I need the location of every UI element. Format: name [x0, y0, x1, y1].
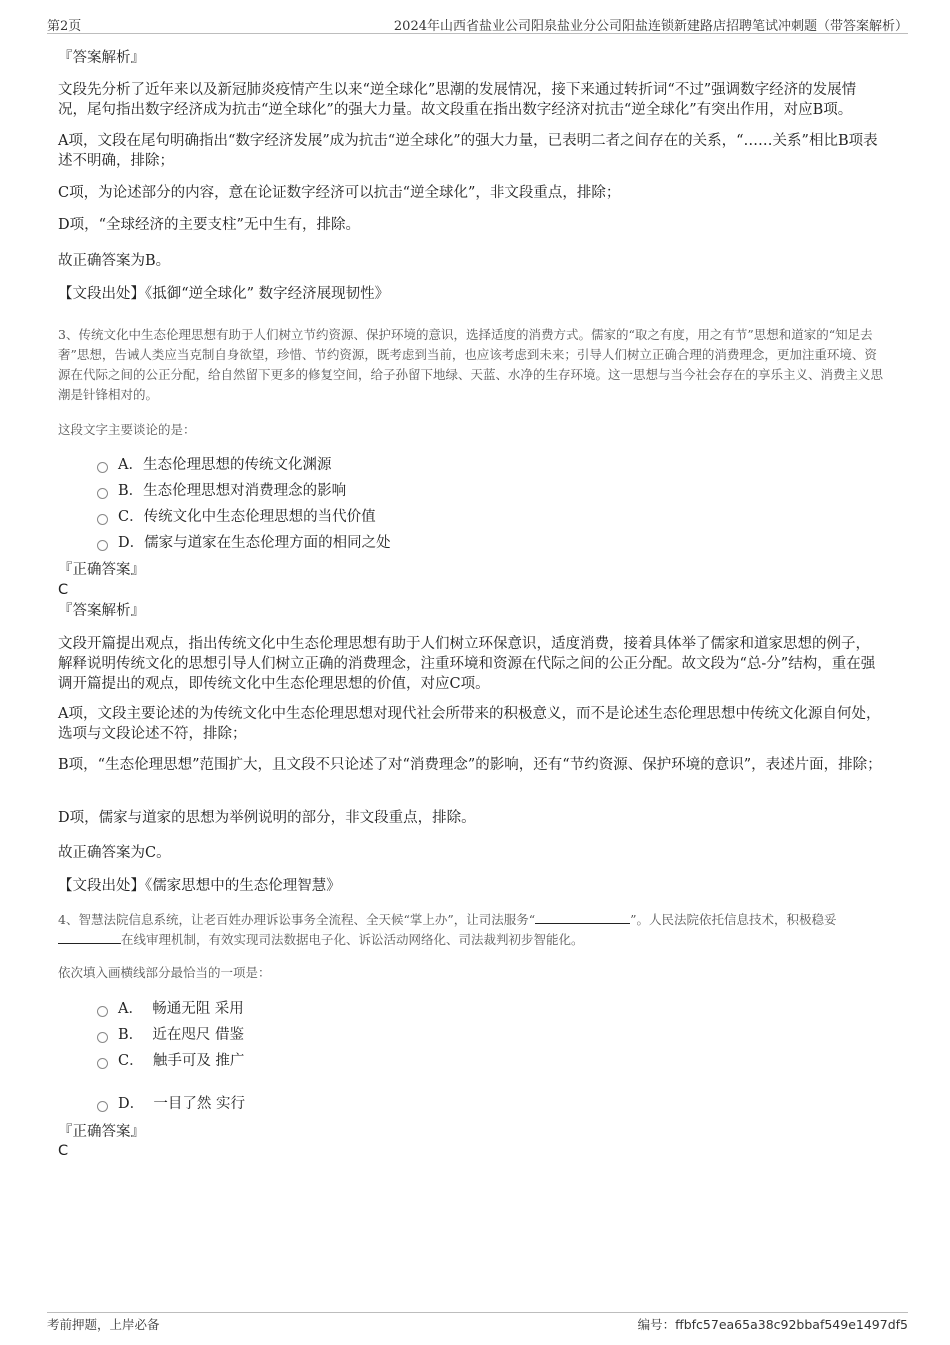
q3-analysis-para3: B项，“生态伦理思想”范围扩大，且文段不只论述了对“消费理念”的影响，还有“节约资源、保护环境的意识”，表述片面，排除；: [58, 757, 882, 773]
q3-conclusion: 故正确答案为C。: [58, 845, 171, 861]
q3-stem: 3、传统文化中生态伦理思想有助于人们树立节约资源、保护环境的意识，选择适度的消费方式。儒家的“取之有度，用之有节”思想和道家的“知足去奢”思想，告诫人类应当克制自身欲望，珍惜、节约资源，既考虑到当前，也应该考虑到未来；引导人们树立正确合理的消费理念，更加注重环境、资源在代际之间的公正分配，给自然留下更多的修复空间，给子孙留下地绿、天蓝、水净的生存环境。这一思想与当今社会存在的享乐主义、消费主义思潮是针锋相对的。: [58, 327, 884, 402]
option-letter: C．: [118, 1053, 144, 1069]
option-text: 畅通无阻 采用: [152, 1001, 244, 1017]
radio-icon[interactable]: [97, 488, 108, 499]
option-letter: D．: [118, 1096, 145, 1112]
q3-answer: C: [58, 582, 69, 598]
q3-analysis-para4: D项，儒家与道家的思想为举例说明的部分，非文段重点，排除。: [58, 810, 476, 826]
q4-answer: C: [58, 1143, 69, 1159]
q4-option-d[interactable]: [97, 1094, 245, 1114]
option-letter: D．: [118, 535, 145, 551]
option-letter: A．: [118, 457, 143, 473]
radio-icon[interactable]: [97, 1006, 108, 1017]
q4-prompt: 依次填入画横线部分最恰当的一项是：: [58, 965, 271, 980]
fill-blank-2: [58, 931, 121, 944]
option-text: 传统文化中生态伦理思想的当代价值: [143, 509, 376, 525]
option-text: 触手可及 推广: [152, 1053, 245, 1069]
q2-analysis-para3: C项，为论述部分的内容，意在论证数字经济可以抗击“逆全球化”，非文段重点，排除；: [58, 185, 621, 201]
q3-analysis-label: 『答案解析』: [58, 603, 145, 619]
q3-option-a[interactable]: [97, 455, 331, 475]
q2-analysis-para4: D项，“全球经济的主要支柱”无中生有，排除。: [58, 217, 360, 233]
document-title: 2024年山西省盐业公司阳泉盐业分公司阳盐连锁新建路店招聘笔试冲刺题（带答案解析）: [393, 19, 908, 34]
q3-analysis-para2: A项，文段主要论述的为传统文化中生态伦理思想对现代社会所带来的积极意义，而不是论述生态伦理思想中传统文化源自何处，选项与文段论述不符，排除；: [58, 706, 881, 742]
q3-option-d[interactable]: [97, 533, 391, 553]
page-number: 第2页: [47, 19, 82, 34]
q4-stem-part2: ”。人民法院依托信息技术，积极稳妥: [630, 912, 837, 927]
q4-answer-label: 『正确答案』: [58, 1124, 145, 1140]
footer-divider: [47, 1312, 908, 1313]
q2-analysis-para2: A项，文段在尾句明确指出“数字经济发展”成为抗击“逆全球化”的强大力量，已表明二者之间存在的关系，“……关系”相比B项表述不明确，排除；: [58, 133, 878, 169]
option-letter: B．: [118, 483, 144, 499]
option-text: 儒家与道家在生态伦理方面的相同之处: [144, 535, 391, 551]
option-letter: C．: [118, 509, 144, 525]
q4-option-b[interactable]: [97, 1025, 244, 1045]
q3-option-c[interactable]: [97, 507, 376, 527]
q2-conclusion: 故正确答案为B。: [58, 253, 171, 269]
fill-blank-1: [535, 911, 630, 924]
q3-prompt: 这段文字主要谈论的是：: [58, 422, 196, 437]
q3-source: 【文段出处】《儒家思想中的生态伦理智慧》: [58, 878, 341, 894]
option-text: 生态伦理思想对消费理念的影响: [143, 483, 347, 499]
document-code: [638, 1315, 908, 1333]
radio-icon[interactable]: [97, 462, 108, 473]
q2-source: 【文段出处】《抵御“逆全球化” 数字经济展现韧性》: [58, 286, 390, 302]
q2-analysis-para1: 文段先分析了近年来以及新冠肺炎疫情产生以来“逆全球化”思潮的发展情况，接下来通过转折词“不过”强调数字经济的发展情况，尾句指出数字经济成为抗击“逆全球化”的强大力量。故文段重在指出数字经济对抗击“逆全球化”有突出作用，对应B项。: [58, 82, 857, 118]
option-letter: B．: [118, 1027, 144, 1043]
q4-stem-part1: 4、智慧法院信息系统，让老百姓办理诉讼事务全流程、全天候“掌上办”，让司法服务“: [58, 912, 536, 927]
q3-option-b[interactable]: [97, 481, 346, 501]
radio-icon[interactable]: [97, 514, 108, 525]
code-value: ffbfc57ea65a38c92bbaf549e1497df5: [675, 1317, 908, 1332]
q4-stem: [58, 910, 888, 950]
q3-analysis-para1: 文段开篇提出观点，指出传统文化中生态伦理思想有助于人们树立环保意识，适度消费，接着具体举了儒家和道家思想的例子，解释说明传统文化的思想引导人们树立正确的消费理念，注重环境和资源在代际之间的公正分配。故文段为“总-分”结构，重在强调开篇提出的观点，即传统文化中生态伦理思想的价值，对应C项。: [58, 636, 876, 692]
radio-icon[interactable]: [97, 540, 108, 551]
q2-analysis-label: 『答案解析』: [58, 50, 145, 66]
option-letter: A．: [118, 1001, 143, 1017]
q3-answer-label: 『正确答案』: [58, 562, 145, 578]
option-text: 一目了然 实行: [153, 1096, 245, 1112]
q4-stem-part3: 在线审理机制，有效实现司法数据电子化、诉讼活动网络化、司法裁判初步智能化。: [121, 932, 584, 947]
q4-option-c[interactable]: [97, 1051, 244, 1071]
header-divider: [47, 33, 908, 34]
radio-icon[interactable]: [97, 1101, 108, 1112]
option-text: 近在咫尺 借鉴: [152, 1027, 244, 1043]
footer-slogan: 考前押题，上岸必备: [47, 1317, 160, 1332]
radio-icon[interactable]: [97, 1032, 108, 1043]
radio-icon[interactable]: [97, 1058, 108, 1069]
option-text: 生态伦理思想的传统文化渊源: [142, 457, 332, 473]
q4-option-a[interactable]: [97, 999, 244, 1019]
code-label: 编号：: [637, 1317, 676, 1332]
